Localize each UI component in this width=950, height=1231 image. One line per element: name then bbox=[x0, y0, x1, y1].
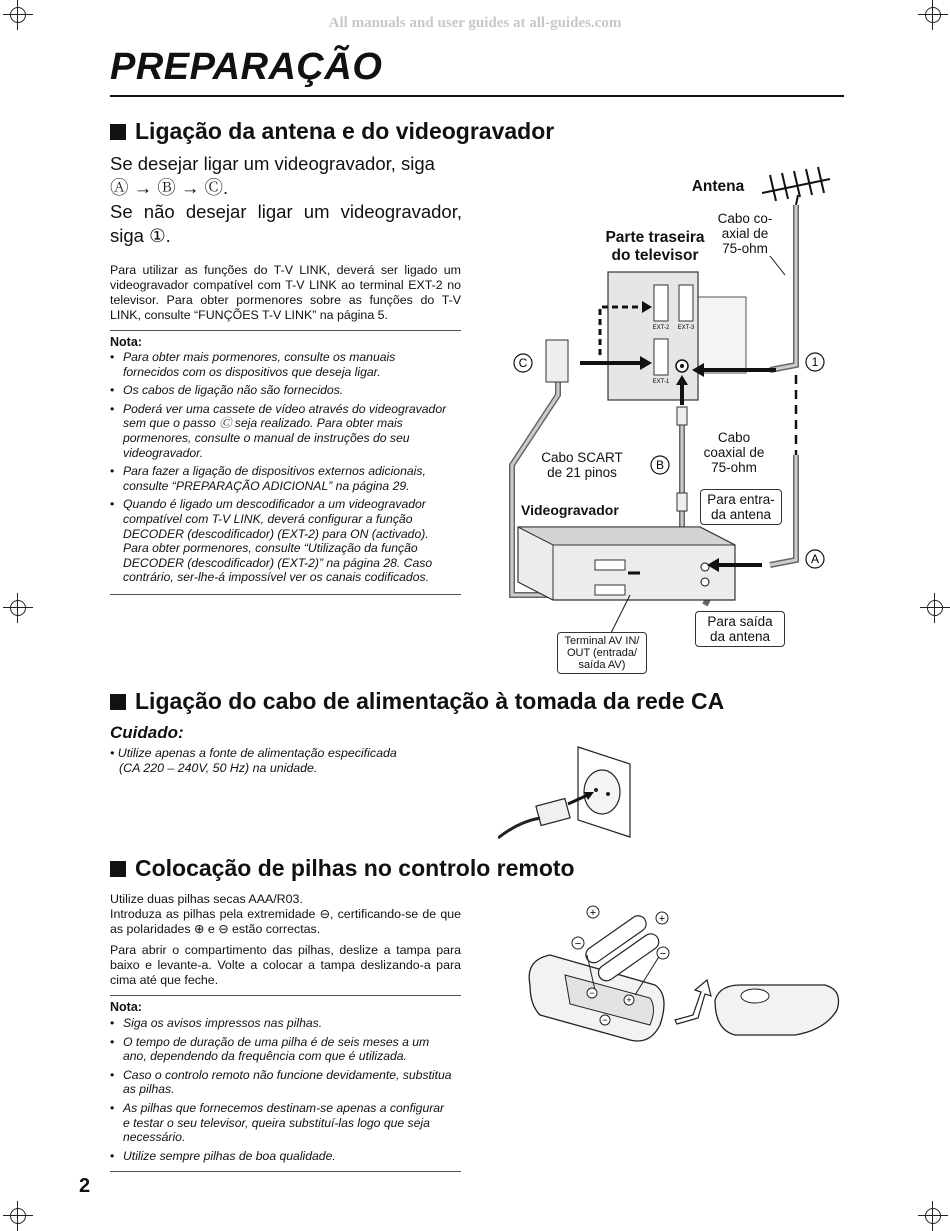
ext3-label: EXT-3 bbox=[677, 325, 695, 331]
power-plug-icon bbox=[536, 798, 570, 825]
vcr-label: Videogravador bbox=[521, 502, 619, 518]
section-heading-text: Ligação da antena e do videogravador bbox=[135, 118, 555, 144]
svg-text:C: C bbox=[518, 356, 528, 370]
scart-port-ext3 bbox=[679, 285, 693, 321]
divider bbox=[110, 594, 461, 595]
note-title: Nota: bbox=[110, 335, 142, 349]
page-title: PREPARAÇÃO bbox=[110, 46, 383, 88]
caution-title: Cuidado: bbox=[110, 723, 184, 742]
list-item: • Para fazer a ligação de dispositivos externos adicionais, consulte “PREPARAÇÃO ADICIONAL” na página 29. bbox=[110, 464, 453, 493]
slide-arrow-icon bbox=[675, 980, 711, 1024]
divider bbox=[110, 1171, 461, 1172]
paragraph: Introduza as pilhas pela extremidade ⊖, certificando-se de que as polaridades ⊕ e ⊖ estão correctas. bbox=[110, 907, 461, 936]
coax-top-label bbox=[712, 211, 778, 256]
leader-line bbox=[770, 256, 785, 275]
divider bbox=[110, 330, 461, 331]
antenna-label: Antena bbox=[691, 178, 745, 195]
paragraph: Para abrir o compartimento das pilhas, deslize a tampa para baixo e levante-a. Volte a colocar a tampa deslizando-a para cima até que feche. bbox=[110, 943, 461, 987]
notes-list-1 bbox=[110, 350, 453, 589]
svg-text:−: − bbox=[659, 948, 667, 960]
svg-text:+: + bbox=[626, 995, 632, 1005]
caution-line: (CA 220 – 240V, 50 Hz) na unidade. bbox=[119, 761, 318, 775]
remote-battery-illustration bbox=[525, 900, 845, 1050]
label-line: Terminal AV IN/ bbox=[564, 635, 640, 647]
registration-mark-icon bbox=[3, 593, 33, 623]
list-item: • Utilize sempre pilhas de boa qualidade. bbox=[110, 1149, 453, 1164]
intro-line: Se desejar ligar um videogravador, siga bbox=[110, 153, 435, 174]
label-line: da antena bbox=[709, 629, 771, 644]
vcr-av-port bbox=[595, 560, 625, 570]
label-line: Cabo SCART bbox=[541, 450, 623, 465]
caution-text bbox=[110, 746, 397, 776]
svg-text:−: − bbox=[574, 938, 582, 950]
title-rule bbox=[110, 95, 844, 97]
paragraph: Utilize duas pilhas secas AAA/R03. bbox=[110, 892, 303, 906]
battery-instructions bbox=[110, 892, 461, 988]
intro-sequence: Ⓐ → Ⓑ → Ⓒ. bbox=[110, 177, 229, 198]
label-line: Cabo bbox=[717, 430, 751, 445]
label-line: do televisor bbox=[611, 247, 699, 264]
av-terminal-label bbox=[557, 632, 647, 674]
power-cord bbox=[498, 818, 540, 838]
ext1-label: EXT-1 bbox=[652, 379, 670, 385]
label-line: Parte traseira bbox=[605, 229, 705, 246]
square-bullet-icon bbox=[110, 861, 126, 877]
list-item: • Quando é ligado um descodificador a um videogravador compatível com T-V LINK, deverá configurar a função DECODER (descodificador) (EXT-2) para ON (activado). Para obter pormenores, consulte “Utilização da função DECODER (descodificador) (EXT-2)” na página 28. Caso contrário, ser-lhe-á impossível ver os canais codificados. bbox=[110, 497, 453, 585]
page-number: 2 bbox=[79, 1175, 91, 1197]
ext2-label: EXT-2 bbox=[652, 325, 670, 331]
scart-plug bbox=[546, 340, 568, 382]
label-line: Para saída bbox=[707, 614, 773, 629]
label-line: 75-ohm bbox=[722, 241, 768, 256]
leader-line bbox=[610, 595, 630, 635]
square-bullet-icon bbox=[110, 124, 126, 140]
label-line: OUT (entrada/ bbox=[566, 647, 638, 659]
svg-text:+: + bbox=[589, 907, 597, 919]
divider bbox=[110, 995, 461, 996]
power-outlet-illustration bbox=[498, 742, 638, 842]
tv-link-paragraph: Para utilizar as funções do T-V LINK, deverá ser ligado um videogravador compatível com T-V LINK ao terminal EXT-2 no televisor. Para obter pormenores sobre as funções do T-V LINK, consulte “FUNÇÕES T-V LINK” na página 5. bbox=[110, 263, 461, 322]
list-item: • Caso o controlo remoto não funcione devidamente, substitua as pilhas. bbox=[110, 1068, 453, 1097]
label-line: axial de bbox=[721, 226, 769, 241]
coax-mid-label bbox=[694, 430, 774, 475]
caution-line: • Utilize apenas a fonte de alimentação especificada bbox=[110, 746, 397, 760]
label-line: coaxial de bbox=[703, 445, 765, 460]
section-heading-batteries bbox=[110, 855, 575, 882]
section-heading-antenna bbox=[110, 118, 554, 145]
note-title: Nota: bbox=[110, 1000, 142, 1014]
svg-text:B: B bbox=[655, 458, 665, 472]
label-line: da antena bbox=[710, 507, 772, 522]
label-line: Cabo co- bbox=[717, 211, 773, 226]
intro-text bbox=[110, 152, 462, 248]
scart-cable-label bbox=[536, 450, 628, 480]
tv-rear-label bbox=[594, 229, 716, 265]
antenna-icon bbox=[762, 167, 830, 205]
registration-mark-icon bbox=[3, 1201, 33, 1231]
list-item: • Os cabos de ligação não são fornecidos. bbox=[110, 383, 453, 398]
antenna-in-label bbox=[700, 489, 782, 525]
scart-port-ext2 bbox=[654, 285, 668, 321]
svg-text:−: − bbox=[602, 1015, 608, 1025]
intro-line: siga ①. bbox=[110, 225, 171, 246]
registration-mark-icon bbox=[920, 593, 950, 623]
label-line: Para entra- bbox=[707, 492, 775, 507]
list-item: • O tempo de duração de uma pilha é de seis meses a um ano, dependendo da frequência com que é utilizada. bbox=[110, 1035, 453, 1064]
list-item: • As pilhas que fornecemos destinam-se apenas a configurar e testar o seu televisor, queira substituí-las logo que seja necessário. bbox=[110, 1101, 453, 1145]
watermark: All manuals and user guides at all-guides.com bbox=[328, 15, 622, 31]
section-heading-text: Colocação de pilhas no controlo remoto bbox=[135, 855, 575, 881]
section-heading-power bbox=[110, 688, 724, 715]
label-line: 75-ohm bbox=[711, 460, 757, 475]
svg-text:A: A bbox=[810, 552, 820, 566]
list-item: • Poderá ver uma cassete de vídeo através do videogravador sem que o passo Ⓒ seja realizado. Para obter mais pormenores, consulte o manual de instruções do seu videogravador. bbox=[110, 402, 453, 460]
section-heading-text: Ligação do cabo de alimentação à tomada da rede CA bbox=[135, 688, 725, 714]
label-line: saída AV) bbox=[578, 659, 626, 671]
registration-mark-icon bbox=[918, 1201, 948, 1231]
list-item: • Siga os avisos impressos nas pilhas. bbox=[110, 1016, 453, 1031]
svg-text:1: 1 bbox=[811, 355, 819, 369]
svg-text:+: + bbox=[658, 913, 666, 925]
intro-line: Se não desejar ligar um videogravador, bbox=[110, 201, 462, 222]
battery-cover-icon bbox=[715, 985, 839, 1035]
label-line: de 21 pinos bbox=[547, 465, 617, 480]
list-item: • Para obter mais pormenores, consulte os manuais fornecidos com os dispositivos que deseja ligar. bbox=[110, 350, 453, 379]
notes-list-3 bbox=[110, 1016, 453, 1167]
svg-text:−: − bbox=[589, 988, 595, 998]
antenna-out-label bbox=[695, 611, 785, 647]
scart-port-ext1 bbox=[654, 339, 668, 375]
square-bullet-icon bbox=[110, 694, 126, 710]
